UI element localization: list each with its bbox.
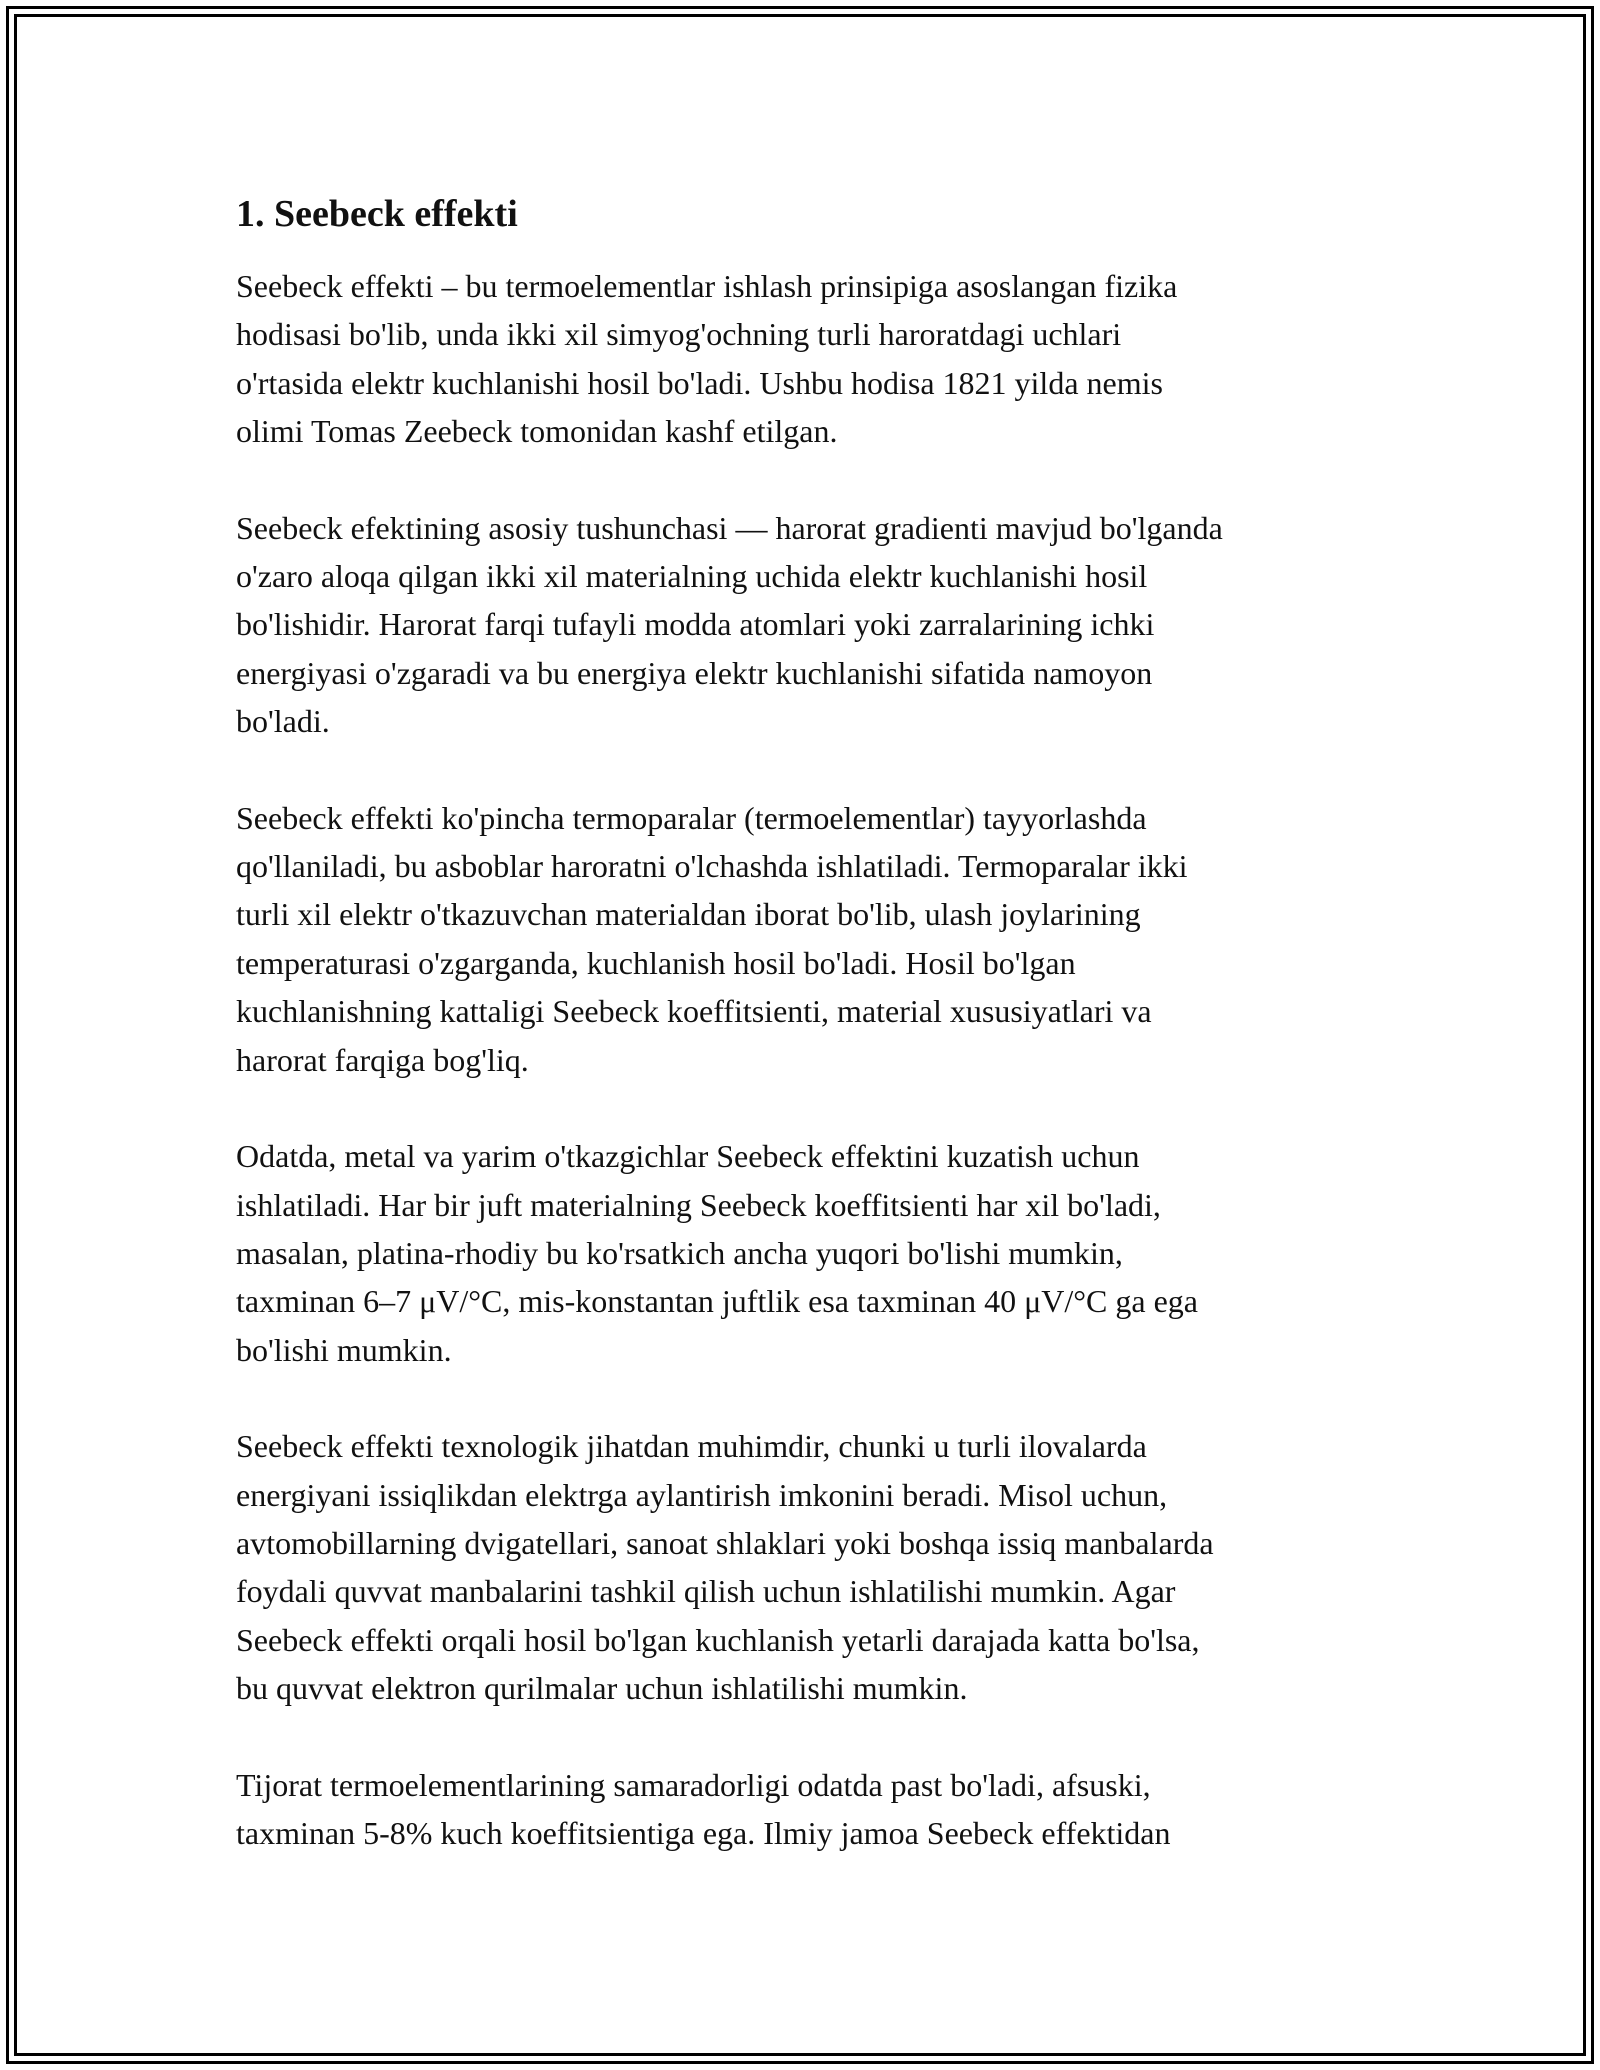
paragraph-definition: Seebeck effekti – bu termoelementlar ishlash prinsipiga asoslangan fizika hodisasi bo'lib, unda ikki xil simyog'ochning turli haroratdagi uchlari o'rtasida elektr kuchlanishi hosil bo'ladi. Ushbu hodisa 1821 yilda nemis olimi Tomas Zeebeck tomonidan kashf etilgan. (236, 268, 1178, 450)
document-body (236, 188, 1376, 1857)
paragraph-efficiency: Tijorat termoelementlarining samaradorligi odatda past bo'ladi, afsuski, taxminan 5-8% kuch koeffitsientiga ega. Ilmiy jamoa Seebeck effektidan (236, 1766, 1171, 1851)
paragraph-applications: Seebeck effekti texnologik jihatdan muhimdir, chunki u turli ilovalarda energiyani issiqlikdan elektrga aylantirish imkonini beradi. Misol uchun, avtomobillarning dvigatellari, sanoat shlaklari yoki boshqa issiq manbalarda foydali quvvat manbalarini tashkil qilish uchun ishlatilishi mumkin. Agar Seebeck effekti orqali hosil bo'lgan kuchlanish yetarli darajada katta bo'lsa, bu quvvat elektron qurilmalar uchun ishlatilishi mumkin. (236, 1428, 1214, 1707)
paragraph-thermocouples: Seebeck effekti ko'pincha termoparalar (termoelementlar) tayyorlashda qo'llaniladi, bu asboblar haroratni o'lchashda ishlatiladi. Termoparalar ikki turli xil elektr o'tkazuvchan materialdan iborat bo'lib, ulash joylarining temperaturasi o'zgarganda, kuchlanish hosil bo'ladi. Hosil bo'lgan kuchlanishning kattaligi Seebeck koeffitsienti, material xususiyatlari va harorat farqiga bog'liq. (236, 799, 1188, 1078)
paragraph-concept: Seebeck efektining asosiy tushunchasi — harorat gradienti mavjud bo'lganda o'zaro aloqa qilgan ikki xil materialning uchida elektr kuchlanishi hosil bo'lishidir. Harorat farqi tufayli modda atomlari yoki zarralarining ichki energiyasi o'zgaradi va bu energiya elektr kuchlanishi sifatida namoyon bo'ladi. (236, 509, 1223, 740)
section-heading: 1. Seebeck effekti (236, 193, 518, 235)
paragraph-materials: Odatda, metal va yarim o'tkazgichlar Seebeck effektini kuzatish uchun ishlatiladi. Har bir juft materialning Seebeck koeffitsienti har xil bo'ladi, masalan, platina-rhodiy bu ko'rsatkich ancha yuqori bo'lishi mumkin, taxminan 6–7 μV/°C, mis-konstantan juftlik esa taxminan 40 μV/°C ga ega bo'lishi mumkin. (236, 1138, 1198, 1368)
